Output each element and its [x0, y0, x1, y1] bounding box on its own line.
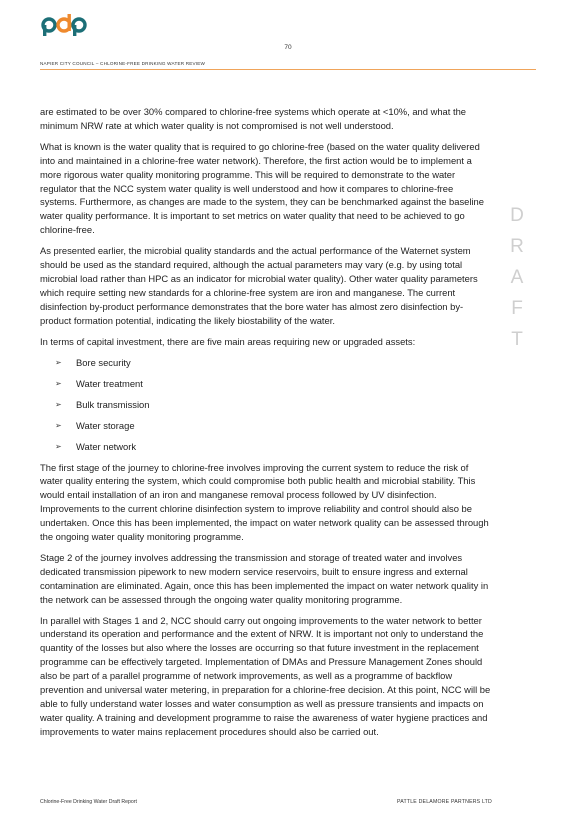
paragraphs-after — [40, 461, 492, 739]
list-item — [40, 419, 492, 440]
running-header: NAPIER CITY COUNCIL – CHLORINE-FREE DRINKING WATER REVIEW — [40, 61, 206, 66]
bullet-arrow-icon: ➢ — [55, 357, 62, 367]
footer-company: PATTLE DELAMORE PARTNERS LTD — [396, 799, 492, 805]
pdp-logo-mark — [40, 12, 88, 38]
paragraph: are estimated to be over 30% compared to chlorine-free systems which operate at <10%, and what the minimum NRW rate at which water quality is not compromised is not well understood. — [40, 106, 467, 131]
list-item-label: Water treatment — [76, 377, 143, 389]
list-item — [40, 398, 492, 419]
list-item — [40, 440, 492, 461]
draft-letter: R — [510, 236, 524, 257]
list-item — [40, 356, 492, 377]
bullet-arrow-icon: ➢ — [55, 399, 62, 409]
paragraph: In parallel with Stages 1 and 2, NCC should carry out ongoing improvements to the water network to better understand its operation and performance and the extent of NRW. It is important not only to understand the quantity of the losses but also where the losses are occurring so that future investment in the replacement programme can be effectively targeted. Implementation of DMAs and Pressure Management Zones should also be part of a parallel programme of network improvements, as well as a programme of backflow prevention and universal water metering, in preparation for a chlorine-free decision. At this point, NCC will be able to fully understand water losses and water consumption as well as pressure transients and impacts on water quality. A training and development programme to raise the awareness of water hygiene practices and improvements to water mains replacement procedures should also be carried out. — [40, 614, 491, 737]
paragraph: What is known is the water quality that is required to go chlorine-free (based on the water quality delivered into and maintained in a chlorine-free water network). Therefore, the first action would be to implement a more rigorous water quality monitoring programme. This will be required to demonstrate to the water regulator that the NCC system water quality is well understood and how it compares to chlorine-free systems. Furthermore, as changes are made to the system, they can be benchmarked against the baseline water quality performance. It is important to set metrics on water quality that need to be achieved to go chlorine-free. — [40, 140, 484, 236]
paragraphs-before — [40, 105, 492, 349]
header-divider — [40, 69, 536, 70]
draft-letter: T — [511, 329, 523, 350]
bullet-arrow-icon: ➢ — [55, 378, 62, 388]
list-item-label: Bore security — [76, 356, 131, 368]
bullet-arrow-icon: ➢ — [55, 420, 62, 430]
list-item-label: Bulk transmission — [76, 398, 150, 410]
draft-watermark — [507, 205, 527, 360]
list-item-label: Water storage — [76, 419, 135, 431]
body-text — [40, 105, 492, 746]
paragraph: As presented earlier, the microbial quality standards and the actual performance of the Waternet system should be used as the standard required, although the actual parameters may vary (e.g. by using total microbial load rather than HPC as an indicator for microbial water quality). Other water quality parameters which require setting new standards for a chlorine-free system are iron and manganese. The current disinfection by-product performance demonstrates that the bore water has almost zero disinfection by-product formation potential, indicating the likely biostability of the water. — [40, 245, 478, 326]
paragraph: Stage 2 of the journey involves addressing the transmission and storage of treated water and involves dedicated transmission pipework to new modern service reservoirs, built to ensure ingress and external contamination are eliminated. Again, once this has been implemented the impact on water network quality in the network can be assessed through the ongoing water quality monitoring programme. — [40, 551, 489, 605]
pdp-logo — [40, 12, 88, 38]
paragraph: The first stage of the journey to chlorine-free involves improving the current system to reduce the risk of water quality entering the system, which could compromise both public health and microbial stability. This would entail installation of an iron and manganese removal process followed by UV disinfection. Improvements to the current chlorine disinfection system to improve reliability and control should also be undertaken. Once this has been implemented, the impact on water network quality can be assessed through the ongoing water quality monitoring programme. — [40, 461, 489, 543]
draft-letter: D — [510, 205, 524, 226]
page-number: 70 — [284, 44, 292, 51]
draft-letter: F — [511, 298, 523, 319]
draft-letter: A — [510, 267, 524, 288]
list-item-label: Water network — [76, 440, 137, 452]
footer-report-title: Chlorine-Free Drinking Water Draft Report — [40, 799, 137, 805]
asset-bullet-list — [40, 356, 492, 461]
list-item — [40, 377, 492, 398]
paragraph: In terms of capital investment, there are five main areas requiring new or upgraded assets: — [40, 335, 416, 347]
bullet-arrow-icon: ➢ — [55, 441, 62, 451]
